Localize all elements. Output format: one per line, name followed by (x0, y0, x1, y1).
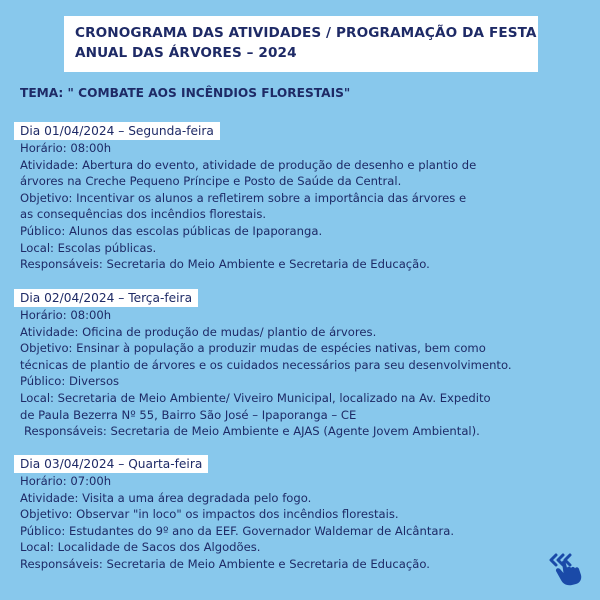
day-section-1 (14, 120, 574, 273)
theme-line: TEMA: " COMBATE AOS INCÊNDIOS FLORESTAIS" (20, 86, 351, 100)
schedule-line: Local: Escolas públicas. (20, 240, 157, 255)
schedule-line: Público: Alunos das escolas públicas de Ipaporanga. (20, 223, 323, 238)
schedule-line: Atividade: Oficina de produção de mudas/ plantio de árvores. (20, 324, 377, 339)
schedule-line: técnicas de plantio de árvores e os cuidados necessários para seu desenvolvimento. (20, 357, 512, 372)
schedule-line: Local: Localidade de Sacos dos Algodões. (20, 540, 261, 555)
schedule-line: Local: Secretaria de Meio Ambiente/ Viveiro Municipal, localizado na Av. Expedito (20, 390, 491, 405)
schedule-line: Responsáveis: Secretaria de Meio Ambiente e Secretaria de Educação. (20, 556, 430, 571)
schedule-line: Público: Estudantes do 9º ano da EEF. Governador Waldemar de Alcântara. (20, 523, 455, 538)
schedule-line: de Paula Bezerra Nº 55, Bairro São José – Ipaporanga – CE (20, 407, 357, 422)
day-header: Dia 03/04/2024 – Quarta-feira (14, 455, 208, 473)
schedule-line: Público: Diversos (20, 374, 120, 389)
title-line-1: CRONOGRAMA DAS ATIVIDADES / PROGRAMAÇÃO DA FESTA (75, 25, 537, 41)
schedule-line: Atividade: Visita a uma área degradada pelo fogo. (20, 490, 312, 505)
schedule-line: Atividade: Abertura do evento, atividade de produção de desenho e plantio de (20, 157, 477, 172)
schedule-line: Objetivo: Observar "in loco" os impactos dos incêndios florestais. (20, 507, 399, 522)
schedule-line: Horário: 08:00h (20, 141, 112, 155)
day-section-3 (14, 453, 574, 573)
day-section-2 (14, 287, 574, 440)
schedule-line: Responsáveis: Secretaria de Meio Ambiente e AJAS (Agente Jovem Ambiental). (24, 424, 480, 439)
schedule-line: as consequências dos incêndios florestais. (20, 207, 267, 222)
schedule-line: Objetivo: Incentivar os alunos a refletirem sobre a importância das árvores e (20, 190, 467, 205)
schedule-line: Objetivo: Ensinar à população a produzir mudas de espécies nativas, bem como (20, 341, 486, 356)
schedule-line: Responsáveis: Secretaria do Meio Ambiente e Secretaria de Educação. (20, 257, 430, 272)
day-header: Dia 02/04/2024 – Terça-feira (14, 289, 198, 307)
title-line-2: ANUAL DAS ÁRVORES – 2024 (75, 45, 297, 61)
schedule-line: Horário: 08:00h (20, 308, 112, 322)
day-header: Dia 01/04/2024 – Segunda-feira (14, 122, 220, 140)
swipe-hand-icon (546, 547, 586, 587)
schedule-line: Horário: 07:00h (20, 474, 112, 488)
title-box (64, 16, 538, 72)
schedule-line: árvores na Creche Pequeno Príncipe e Posto de Saúde da Central. (20, 174, 402, 189)
